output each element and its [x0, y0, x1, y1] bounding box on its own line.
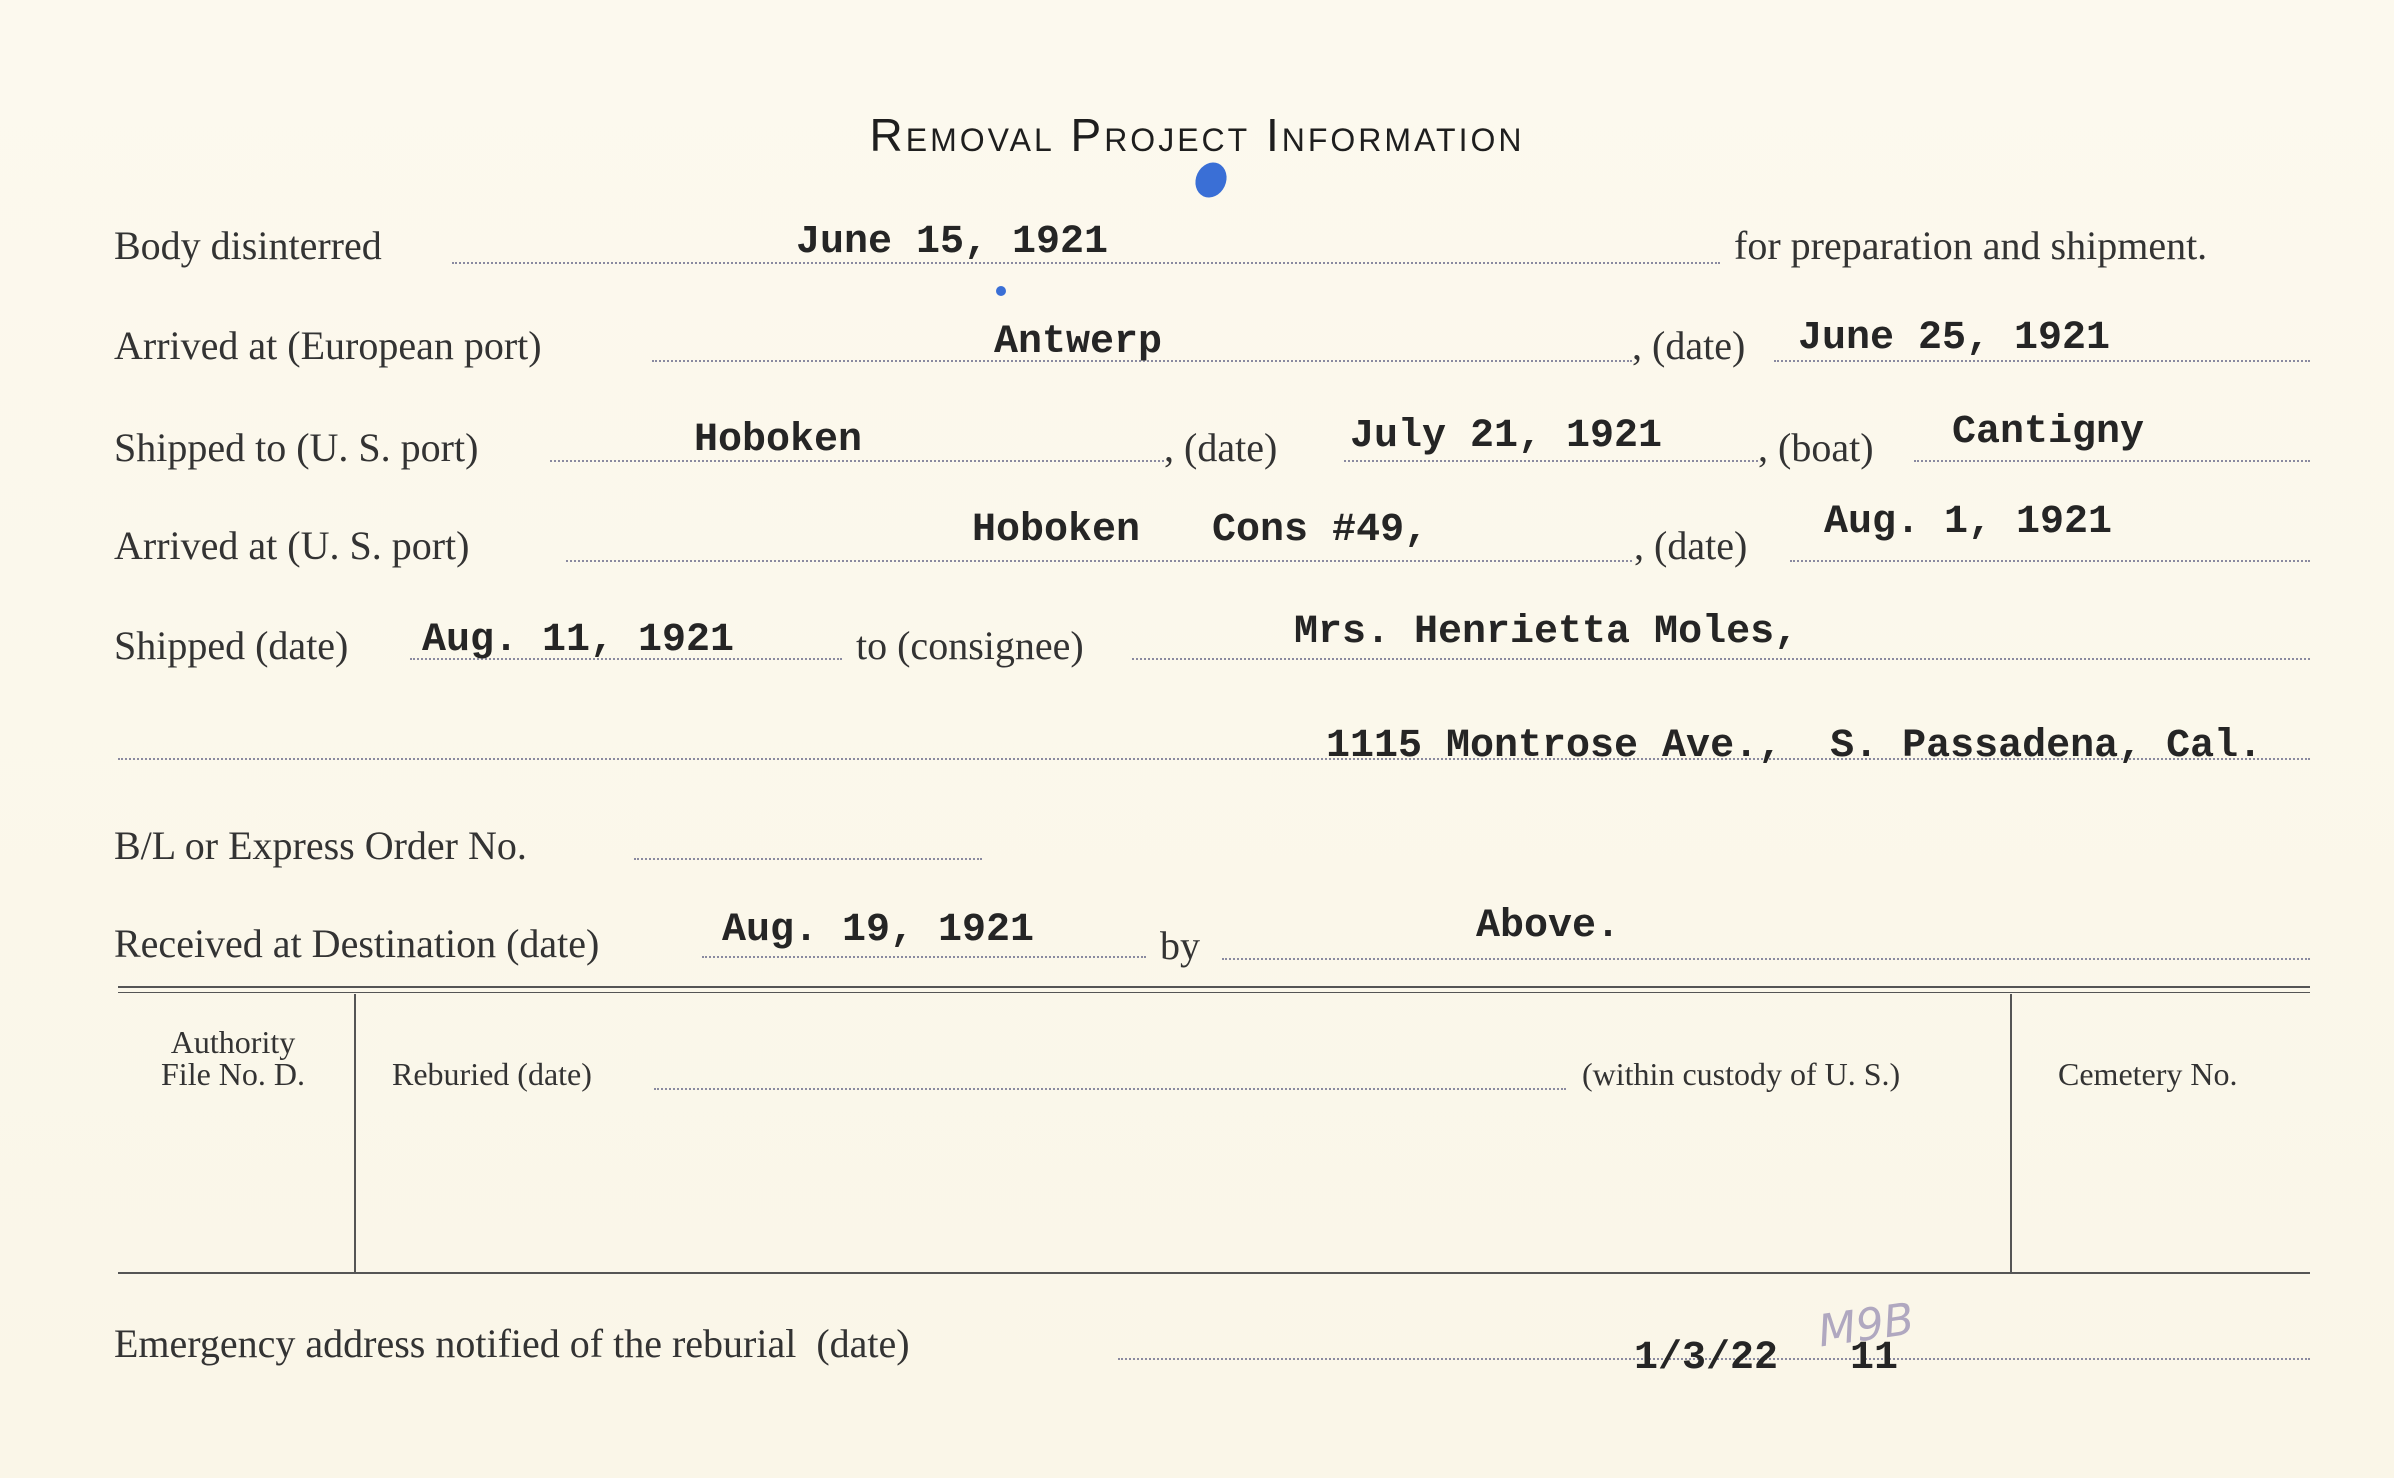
- arrived-european-date: June 25, 1921: [1798, 316, 2111, 361]
- dotted-line: [634, 858, 982, 860]
- received-by-label: by: [1160, 923, 1200, 968]
- shipped-us-boat-label: , (boat): [1758, 425, 1874, 470]
- received-label: Received at Destination (date): [114, 921, 600, 966]
- custody-label: (within custody of U. S.): [1582, 1056, 1901, 1092]
- received-value: Aug. 19, 1921: [722, 908, 1035, 953]
- reburied-label: Reburied (date): [392, 1056, 592, 1092]
- arrived-european-value: Antwerp: [994, 320, 1163, 365]
- shipped-us-boat: Cantigny: [1952, 410, 2145, 455]
- cemetery-label: Cemetery No.: [2058, 1056, 2238, 1092]
- box-divider-left: [354, 994, 356, 1272]
- consignee-label: to (consignee): [856, 623, 1084, 668]
- authority-label-line2: File No. D.: [161, 1056, 305, 1092]
- received-by-value: Above.: [1476, 904, 1621, 949]
- dotted-line: [1222, 958, 2310, 960]
- dotted-line: [702, 956, 1146, 958]
- dotted-line: [566, 560, 1632, 562]
- shipped-us-value: Hoboken: [694, 418, 863, 463]
- arrived-european-label: Arrived at (European port): [114, 323, 542, 368]
- dotted-line: [1914, 460, 2310, 462]
- dotted-line: [1790, 560, 2310, 562]
- box-top-rule-inner: [118, 992, 2310, 993]
- arrived-us-value: Hoboken Cons #49,: [972, 508, 1429, 553]
- shipped-date-label: Shipped (date): [114, 623, 349, 668]
- body-disinterred-value: June 15, 1921: [796, 220, 1109, 265]
- body-disinterred-label: Body disinterred: [114, 223, 382, 268]
- bl-order-label: B/L or Express Order No.: [114, 823, 527, 868]
- card-title: Removal Project Information: [869, 109, 1525, 161]
- consignee-value: Mrs. Henrietta Moles,: [1294, 610, 1799, 655]
- arrived-us-date-label: , (date): [1634, 523, 1748, 568]
- shipped-us-date: July 21, 1921: [1350, 414, 1663, 459]
- emergency-label: Emergency address notified of the reburial (date): [114, 1321, 910, 1366]
- arrived-us-label: Arrived at (U. S. port): [114, 523, 470, 568]
- arrived-european-date-label: , (date): [1632, 323, 1746, 368]
- box-divider-right: [2010, 994, 2012, 1272]
- shipped-us-label: Shipped to (U. S. port): [114, 425, 479, 470]
- authority-label-line1: Authority: [170, 1024, 296, 1060]
- shipped-date-value: Aug. 11, 1921: [422, 618, 735, 663]
- consignee-address: 1115 Montrose Ave., S. Passadena, Cal.: [1326, 724, 2263, 769]
- shipped-us-date-label: , (date): [1164, 425, 1278, 470]
- ink-dot: [996, 286, 1006, 296]
- dotted-line: [1132, 658, 2310, 660]
- pencil-note: M9B: [1814, 1293, 1918, 1358]
- arrived-us-date: Aug. 1, 1921: [1824, 500, 2113, 545]
- ink-blot: [1190, 157, 1232, 202]
- box-bottom-rule: [118, 1272, 2310, 1274]
- dotted-line: [1344, 460, 1758, 462]
- emergency-value: 1/3/22 11: [1634, 1336, 1899, 1381]
- body-disinterred-suffix: for preparation and shipment.: [1734, 223, 2208, 268]
- box-top-rule: [118, 986, 2310, 988]
- dotted-line: [654, 1088, 1566, 1090]
